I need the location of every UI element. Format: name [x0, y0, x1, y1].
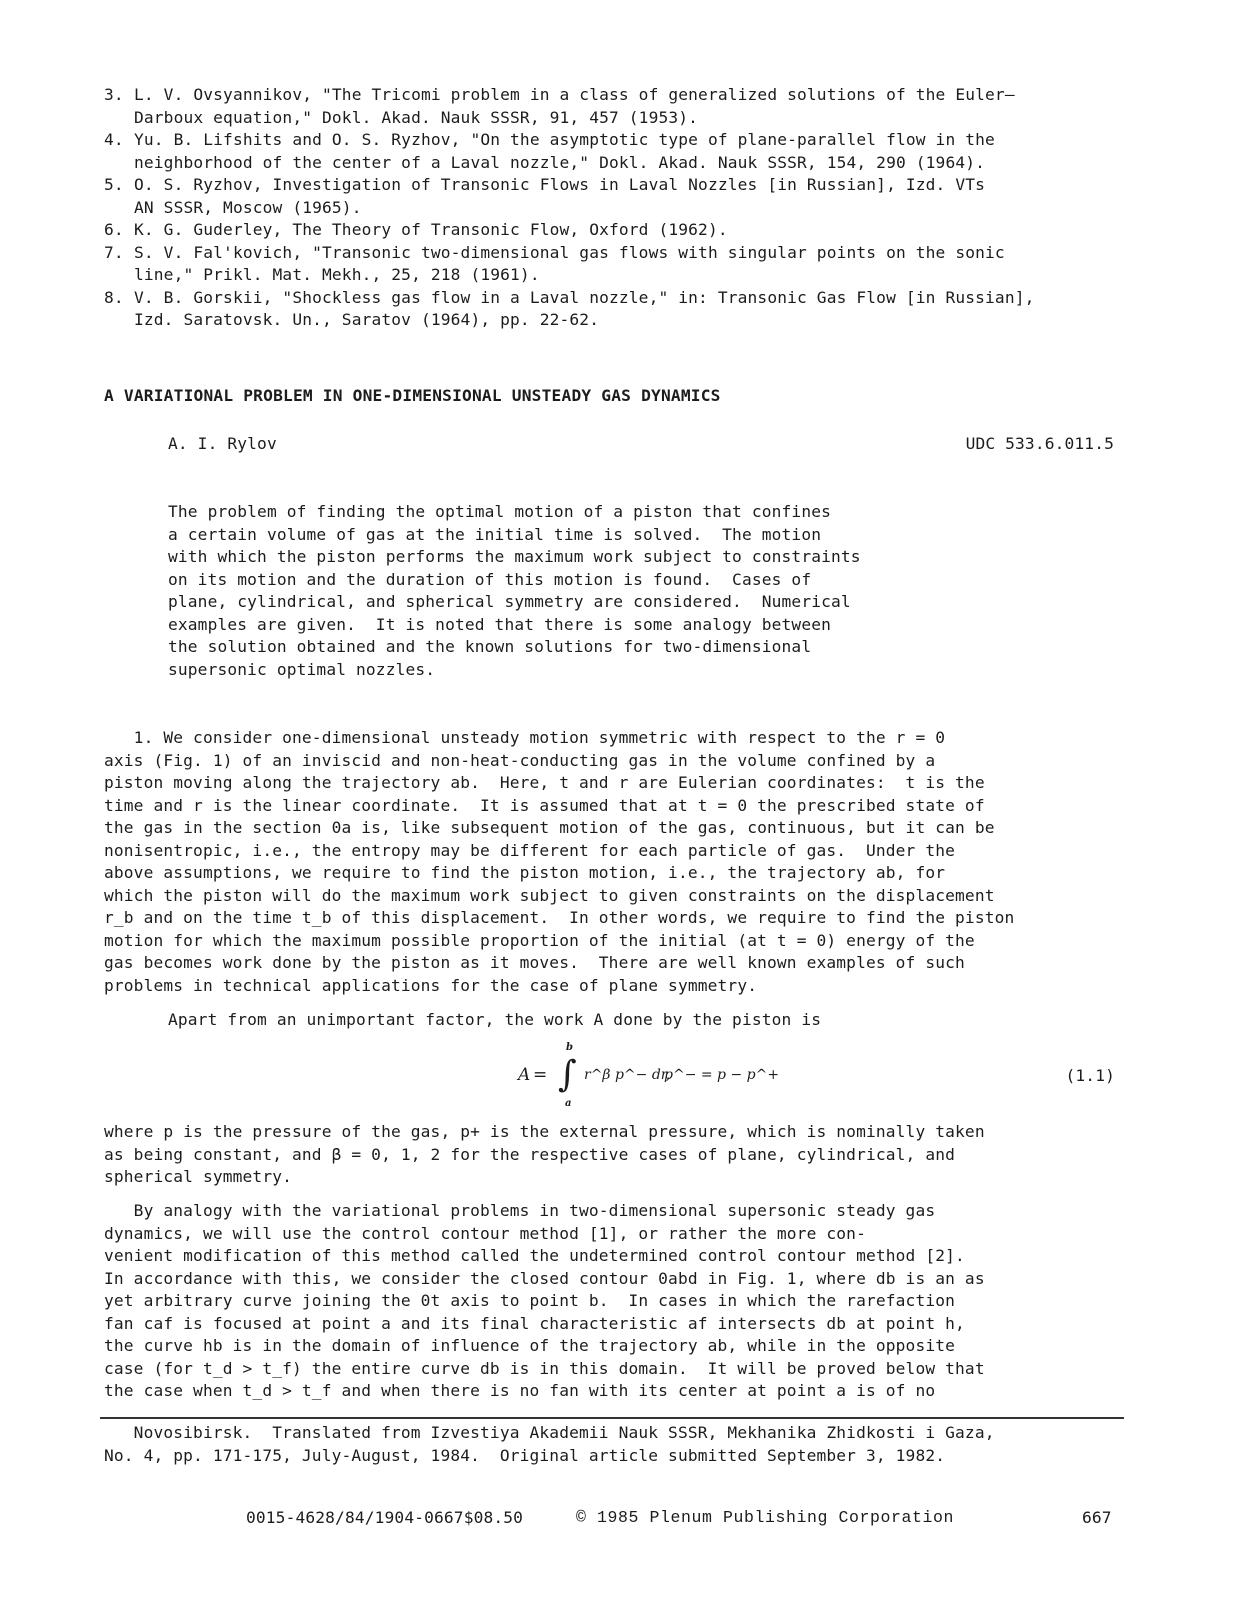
- body-line: as being constant, and β = 0, 1, 2 for the respective cases of plane, cylindrical, and: [104, 1144, 956, 1164]
- analogy-paragraph: [104, 1200, 1114, 1403]
- abstract-line: The problem of finding the optimal motion of a piston that confines: [168, 502, 832, 521]
- body-line: which the piston will do the maximum work subject to given constraints on the displacement: [104, 885, 995, 905]
- integral-lower-limit: a: [565, 1098, 572, 1109]
- body-line: time and r is the linear coordinate. It is assumed that at t = 0 the prescribed state of: [104, 795, 985, 815]
- reference-line: Yu. B. Lifshits and O. S. Ryzhov, "On the asymptotic type of plane-parallel flow in the: [134, 130, 995, 149]
- body-line: venient modification of this method called the undetermined control contour method [2].: [104, 1246, 965, 1265]
- equation-lhs: A: [518, 1065, 531, 1085]
- integral-sign: ∫: [558, 1054, 577, 1095]
- reference-number: 4.: [104, 130, 124, 149]
- work-intro-line: Apart from an unimportant factor, the work A done by the piston is: [168, 1010, 822, 1029]
- reference-line: L. V. Ovsyannikov, "The Tricomi problem in a class of generalized solutions of the Euler—: [134, 85, 1015, 104]
- body-line: above assumptions, we require to find the piston motion, i.e., the trajectory ab, for: [104, 863, 946, 882]
- reference-line: AN SSSR, Moscow (1965).: [134, 197, 362, 217]
- udc-code: UDC 533.6.011.5: [965, 434, 1114, 453]
- reference-number: 6.: [104, 220, 124, 239]
- reference-line: Darboux equation," Dokl. Akad. Nauk SSSR, 91, 457 (1953).: [134, 107, 699, 127]
- reference-number: 3.: [104, 85, 124, 104]
- abstract: [168, 501, 958, 681]
- body-line: gas becomes work done by the piston as it moves. There are well known examples of such: [104, 953, 965, 972]
- body-line: motion for which the maximum possible proportion of the initial (at t = 0) energy of the: [104, 930, 975, 950]
- reference-line: K. G. Guderley, The Theory of Transonic Flow, Oxford (1962).: [134, 220, 728, 239]
- author-name: A. I. Rylov: [168, 434, 277, 453]
- body-line: the curve hb is in the domain of influence of the trajectory ab, while in the opposite: [104, 1336, 956, 1355]
- body-line: yet arbitrary curve joining the 0t axis to point b. In cases in which the rarefaction: [104, 1291, 956, 1310]
- body-line: nonisentropic, i.e., the entropy may be different for each particle of gas. Under the: [104, 840, 956, 860]
- body-line: In accordance with this, we consider the closed contour 0abd in Fig. 1, where db is an as: [104, 1268, 985, 1288]
- footnote: [104, 1422, 1134, 1467]
- reference-line: S. V. Fal'kovich, "Transonic two-dimensional gas flows with singular points on the sonic: [134, 242, 1005, 262]
- page-number: 667: [1082, 1508, 1112, 1527]
- reference-item: [104, 129, 1134, 174]
- reference-line: O. S. Ryzhov, Investigation of Transonic Flows in Laval Nozzles [in Russian], Izd. VTs: [134, 175, 986, 194]
- footnote-line: Novosibirsk. Translated from Izvestiya Akademii Nauk SSSR, Mekhanika Zhidkosti i Gaza,: [104, 1423, 995, 1442]
- reference-line: neighborhood of the center of a Laval nozzle," Dokl. Akad. Nauk SSSR, 154, 290 (1964).: [134, 152, 986, 172]
- section-1-paragraph: [104, 727, 1114, 997]
- body-line: where p is the pressure of the gas, p+ is the external pressure, which is nominally taken: [104, 1122, 985, 1141]
- reference-line: line," Prikl. Mat. Mekh., 25, 218 (1961).: [134, 265, 540, 284]
- reference-item: [104, 242, 1134, 287]
- where-paragraph: [104, 1121, 1114, 1189]
- body-line: case (for t_d > t_f) the entire curve db is in this domain. It will be proved below that: [104, 1358, 985, 1378]
- equation-1-1: [0, 1040, 1245, 1120]
- footnote-divider: [100, 1417, 1124, 1419]
- footnote-line: No. 4, pp. 171-175, July-August, 1984. Original article submitted September 3, 1982.: [104, 1445, 946, 1465]
- reference-list: [104, 84, 1134, 332]
- body-line: the case when t_d > t_f and when there is no fan with its center at point a is of no: [104, 1381, 936, 1400]
- reference-item: [104, 219, 1134, 242]
- reference-line: Izd. Saratovsk. Un., Saratov (1964), pp. 22-62.: [134, 310, 600, 329]
- reference-item: [104, 84, 1134, 129]
- body-line: spherical symmetry.: [104, 1167, 293, 1186]
- pressure-definition: p^− = p − p^+: [664, 1067, 780, 1083]
- abstract-line: the solution obtained and the known solutions for two-dimensional: [168, 637, 812, 656]
- body-line: By analogy with the variational problems in two-dimensional supersonic steady gas: [104, 1201, 936, 1220]
- abstract-line: examples are given. It is noted that there is some analogy between: [168, 614, 832, 634]
- reference-number: 5.: [104, 175, 124, 194]
- body-line: fan caf is focused at point a and its final characteristic af intersects db at point h,: [104, 1313, 965, 1333]
- body-line: 1. We consider one-dimensional unsteady motion symmetric with respect to the r = 0: [104, 728, 946, 747]
- abstract-line: on its motion and the duration of this motion is found. Cases of: [168, 569, 812, 589]
- reference-line: V. B. Gorskii, "Shockless gas flow in a Laval nozzle," in: Transonic Gas Flow [in Russian],: [134, 287, 1035, 307]
- integrand: r^β p^− dr,: [584, 1067, 671, 1083]
- body-line: r_b and on the time t_b of this displacement. In other words, we require to find the piston: [104, 908, 1015, 927]
- integral-upper-limit: b: [566, 1042, 573, 1053]
- copyright-notice: © 1985 Plenum Publishing Corporation: [576, 1508, 955, 1527]
- body-line: piston moving along the trajectory ab. Here, t and r are Eulerian coordinates: t is the: [104, 773, 985, 792]
- body-line: dynamics, we will use the control contour method [1], or rather the more con-: [104, 1223, 866, 1243]
- reference-item: [104, 287, 1134, 332]
- reference-number: 8.: [104, 287, 124, 307]
- body-line: axis (Fig. 1) of an inviscid and non-heat-conducting gas in the volume confined by a: [104, 750, 936, 770]
- equation-number: (1.1): [1065, 1066, 1115, 1085]
- issn-code: 0015-4628/84/1904-0667$08.50: [246, 1508, 524, 1527]
- article-title: A VARIATIONAL PROBLEM IN ONE-DIMENSIONAL UNSTEADY GAS DYNAMICS: [104, 386, 721, 405]
- reference-number: 7.: [104, 242, 124, 262]
- body-line: problems in technical applications for the case of plane symmetry.: [104, 975, 758, 995]
- equals-sign: =: [533, 1065, 548, 1085]
- abstract-line: with which the piston performs the maximum work subject to constraints: [168, 547, 861, 566]
- abstract-line: supersonic optimal nozzles.: [168, 659, 436, 679]
- body-line: the gas in the section 0a is, like subsequent motion of the gas, continuous, but it can be: [104, 818, 995, 837]
- reference-item: [104, 174, 1134, 219]
- abstract-line: a certain volume of gas at the initial time is solved. The motion: [168, 524, 822, 544]
- abstract-line: plane, cylindrical, and spherical symmetry are considered. Numerical: [168, 592, 851, 611]
